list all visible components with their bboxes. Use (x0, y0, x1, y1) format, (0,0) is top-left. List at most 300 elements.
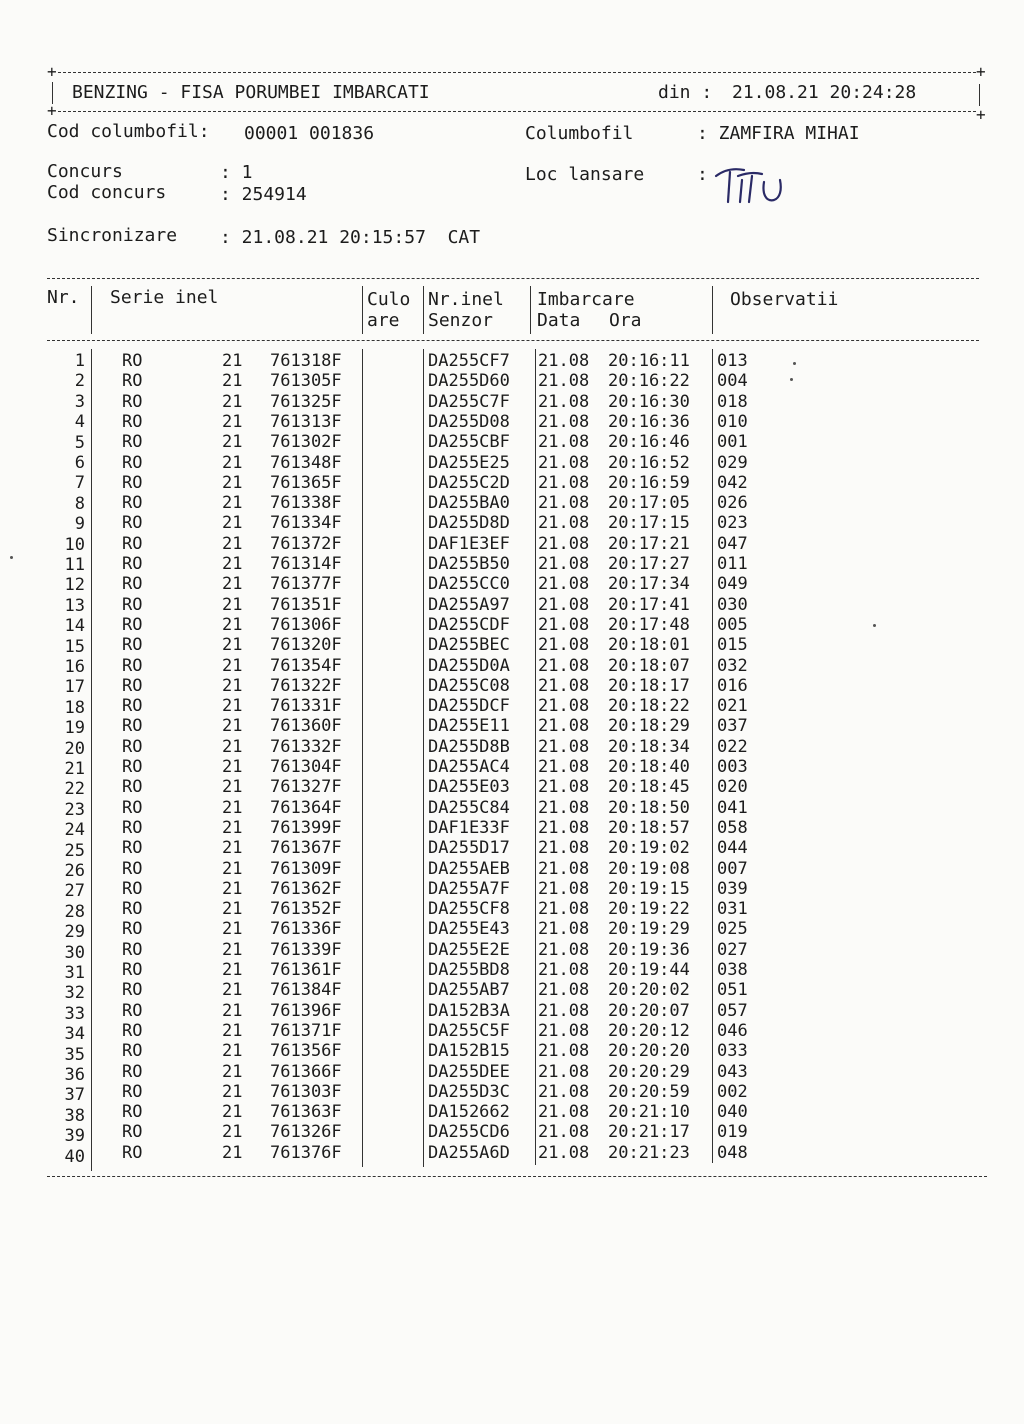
embark-date: 21.08 (538, 351, 590, 371)
observation: 046 (717, 1020, 748, 1041)
ring-country: RO (122, 878, 143, 899)
ring-number: 761318F (270, 351, 342, 371)
row-number: 10 (64, 534, 85, 555)
observation: 047 (717, 533, 748, 554)
cod-columbofil-value: 00001 001836 (244, 123, 375, 144)
table-header-bottom-border (47, 340, 979, 341)
row-number: 26 (64, 861, 85, 881)
ring-number: 761331F (270, 696, 342, 717)
sensor-ring: DA255CC0 (428, 574, 510, 595)
observation: 021 (717, 696, 748, 717)
column-header-nr-inel-2: Senzor (428, 310, 494, 331)
ring-year: 21 (222, 919, 243, 940)
ring-number: 761322F (270, 675, 342, 696)
ring-year: 21 (222, 1061, 243, 1082)
sensor-ring: DA255D60 (428, 371, 510, 392)
ring-number: 761354F (270, 655, 342, 676)
ring-year: 21 (222, 757, 243, 777)
ring-country: RO (122, 411, 143, 432)
row-number: 34 (64, 1024, 85, 1045)
row-number: 38 (64, 1105, 85, 1126)
ring-year: 21 (222, 351, 243, 371)
embark-time: 20:18:40 (608, 757, 690, 777)
ring-country: RO (122, 1122, 143, 1143)
embark-time: 20:20:20 (608, 1041, 690, 1062)
ring-country: RO (122, 939, 143, 960)
loc-lansare-handwritten-value (712, 164, 792, 208)
embark-time: 20:19:08 (608, 858, 690, 879)
sensor-ring: DA255CF8 (428, 899, 510, 920)
ring-year: 21 (222, 1142, 243, 1163)
sensor-ring: DA255D17 (428, 838, 510, 859)
row-number: 9 (74, 514, 85, 535)
sensor-ring: DA255BD8 (428, 960, 510, 980)
embark-time: 20:16:22 (608, 371, 690, 392)
row-number: 18 (64, 697, 85, 718)
observation: 002 (717, 1081, 748, 1102)
embark-date: 21.08 (538, 939, 590, 960)
row-number: 32 (64, 983, 85, 1004)
embark-date: 21.08 (538, 472, 590, 493)
ring-country: RO (122, 1000, 143, 1021)
embark-time: 20:16:46 (608, 432, 690, 453)
embark-date: 21.08 (538, 574, 590, 595)
embark-date: 21.08 (538, 614, 590, 635)
sensor-ring: DA152662 (428, 1102, 510, 1123)
ring-year: 21 (222, 472, 243, 493)
embark-date: 21.08 (538, 777, 590, 798)
observation: 007 (717, 858, 748, 879)
ring-year: 21 (222, 513, 243, 534)
embark-date: 21.08 (538, 554, 590, 574)
embark-time: 20:20:29 (608, 1061, 690, 1082)
column-header-nr-inel-1: Nr.inel (428, 289, 504, 310)
row-number: 29 (64, 922, 85, 943)
embark-date: 21.08 (538, 1142, 590, 1163)
observation: 023 (717, 513, 748, 534)
sensor-ring: DA255AEB (428, 858, 510, 879)
ring-year: 21 (222, 533, 243, 554)
ring-number: 761376F (270, 1142, 342, 1163)
header-bottom-border (58, 111, 976, 112)
sensor-ring: DA255A7F (428, 878, 510, 899)
observation: 057 (717, 1000, 748, 1021)
ring-year: 21 (222, 899, 243, 920)
observation: 037 (717, 716, 748, 737)
ring-country: RO (122, 1142, 143, 1163)
ring-country: RO (122, 574, 143, 595)
embark-time: 20:16:36 (608, 411, 690, 432)
ring-number: 761314F (270, 554, 342, 574)
column-header-ora: Ora (609, 310, 642, 331)
ring-number: 761360F (270, 716, 342, 737)
column-divider (362, 349, 363, 1167)
box-corner: + (976, 62, 986, 81)
concurs-value: : 1 (220, 162, 253, 183)
ring-number: 761365F (270, 472, 342, 493)
embark-date: 21.08 (538, 858, 590, 879)
ring-number: 761362F (270, 878, 342, 899)
embark-time: 20:19:29 (608, 919, 690, 940)
sensor-ring: DA255AB7 (428, 980, 510, 1001)
row-number: 19 (64, 718, 85, 739)
ring-number: 761327F (270, 777, 342, 798)
sensor-ring: DA255CBF (428, 432, 510, 453)
header-right-border (979, 84, 980, 106)
ring-year: 21 (222, 878, 243, 899)
row-number: 6 (74, 453, 85, 473)
column-header-culoare-2: are (367, 310, 400, 331)
column-header-nr: Nr. (47, 287, 80, 308)
ring-number: 761351F (270, 594, 342, 615)
observation: 048 (717, 1142, 748, 1163)
embark-time: 20:18:45 (608, 777, 690, 798)
ring-country: RO (122, 817, 143, 838)
ring-year: 21 (222, 635, 243, 656)
observation: 025 (717, 919, 748, 940)
row-number: 37 (64, 1085, 85, 1106)
observation: 027 (717, 939, 748, 960)
row-number: 4 (74, 412, 85, 433)
ring-country: RO (122, 1020, 143, 1041)
embark-time: 20:18:17 (608, 675, 690, 696)
column-header-culoare-1: Culo (367, 289, 411, 310)
embark-date: 21.08 (538, 716, 590, 737)
column-divider (712, 349, 713, 1163)
embark-date: 21.08 (538, 1061, 590, 1082)
ring-year: 21 (222, 493, 243, 514)
sensor-ring: DA255AC4 (428, 757, 510, 777)
embark-date: 21.08 (538, 980, 590, 1001)
ring-year: 21 (222, 452, 243, 473)
scan-speck (790, 378, 793, 381)
embark-date: 21.08 (538, 1102, 590, 1123)
box-corner: + (47, 62, 57, 81)
row-number: 21 (64, 759, 85, 779)
embark-time: 20:21:17 (608, 1122, 690, 1143)
embark-time: 20:17:48 (608, 614, 690, 635)
ring-country: RO (122, 1041, 143, 1062)
ring-year: 21 (222, 939, 243, 960)
ring-country: RO (122, 980, 143, 1001)
sensor-ring: DA255C08 (428, 675, 510, 696)
ring-country: RO (122, 696, 143, 717)
embark-time: 20:20:02 (608, 980, 690, 1001)
ring-year: 21 (222, 554, 243, 574)
embark-date: 21.08 (538, 655, 590, 676)
ring-country: RO (122, 919, 143, 940)
observation: 044 (717, 838, 748, 859)
sensor-ring: DA255C84 (428, 797, 510, 818)
table-bottom-border (47, 1176, 987, 1177)
embark-time: 20:18:29 (608, 716, 690, 737)
ring-year: 21 (222, 574, 243, 595)
row-number: 15 (64, 636, 85, 657)
observation: 015 (717, 635, 748, 656)
row-number: 24 (64, 820, 85, 841)
sensor-ring: DA255C7F (428, 391, 510, 412)
ring-number: 761326F (270, 1122, 342, 1143)
observation: 026 (717, 493, 748, 514)
column-header-serie-inel: Serie inel (110, 287, 219, 308)
observation: 011 (717, 554, 748, 574)
embark-date: 21.08 (538, 1020, 590, 1041)
sensor-ring: DA255C5F (428, 1020, 510, 1041)
row-number: 40 (64, 1146, 85, 1167)
ring-year: 21 (222, 391, 243, 412)
row-number: 12 (64, 575, 85, 596)
ring-country: RO (122, 452, 143, 473)
embark-time: 20:20:59 (608, 1081, 690, 1102)
observation: 033 (717, 1041, 748, 1062)
observation: 039 (717, 878, 748, 899)
observation: 038 (717, 960, 748, 980)
sensor-ring: DA255D8D (428, 513, 510, 534)
document-title: BENZING - FISA PORUMBEI IMBARCATI (72, 82, 430, 103)
ring-number: 761339F (270, 939, 342, 960)
ring-country: RO (122, 1102, 143, 1123)
ring-year: 21 (222, 1041, 243, 1062)
sensor-ring: DAF1E3EF (428, 533, 510, 554)
ring-country: RO (122, 472, 143, 493)
embark-date: 21.08 (538, 493, 590, 514)
embark-time: 20:18:34 (608, 736, 690, 757)
ring-number: 761352F (270, 899, 342, 920)
cod-concurs-label: Cod concurs (47, 182, 167, 203)
ring-year: 21 (222, 960, 243, 980)
sensor-ring: DA255E43 (428, 919, 510, 940)
column-header-observatii: Observatii (730, 289, 839, 310)
ring-country: RO (122, 554, 143, 574)
row-number: 8 (74, 493, 85, 514)
embark-time: 20:18:22 (608, 696, 690, 717)
ring-number: 761313F (270, 411, 342, 432)
embark-date: 21.08 (538, 919, 590, 940)
sensor-ring: DA255BEC (428, 635, 510, 656)
sensor-ring: DA255BA0 (428, 493, 510, 514)
row-number: 1 (74, 351, 85, 371)
sincronizare-label: Sincronizare (47, 225, 178, 246)
sensor-ring: DA255D3C (428, 1081, 510, 1102)
ring-number: 761302F (270, 432, 342, 453)
ring-number: 761320F (270, 635, 342, 656)
row-number: 28 (64, 901, 85, 922)
observation: 018 (717, 391, 748, 412)
sensor-ring: DA255A97 (428, 594, 510, 615)
ring-country: RO (122, 797, 143, 818)
sensor-ring: DA255DCF (428, 696, 510, 717)
column-divider (91, 349, 92, 1171)
ring-country: RO (122, 513, 143, 534)
scan-speck (793, 362, 796, 365)
embark-time: 20:18:50 (608, 797, 690, 818)
embark-time: 20:19:44 (608, 960, 690, 980)
row-number: 36 (64, 1065, 85, 1085)
sensor-ring: DA255DEE (428, 1061, 510, 1082)
ring-number: 761363F (270, 1102, 342, 1123)
observation: 042 (717, 472, 748, 493)
embark-time: 20:16:11 (608, 351, 690, 371)
sensor-ring: DA255D8B (428, 736, 510, 757)
ring-number: 761366F (270, 1061, 342, 1082)
ring-year: 21 (222, 594, 243, 615)
embark-time: 20:18:07 (608, 655, 690, 676)
sensor-ring: DA255CDF (428, 614, 510, 635)
row-number: 5 (74, 432, 85, 453)
sensor-ring: DA255E03 (428, 777, 510, 798)
ring-number: 761396F (270, 1000, 342, 1021)
embark-time: 20:17:27 (608, 554, 690, 574)
sensor-ring: DA152B3A (428, 1000, 510, 1021)
print-datetime: 21.08.21 20:24:28 (732, 82, 917, 103)
ring-year: 21 (222, 797, 243, 818)
row-number: 11 (64, 555, 85, 575)
ring-country: RO (122, 716, 143, 737)
ring-country: RO (122, 899, 143, 920)
sensor-ring: DA255A6D (428, 1142, 510, 1163)
ring-number: 761325F (270, 391, 342, 412)
date-label: din : (658, 82, 713, 103)
row-number: 27 (64, 881, 85, 902)
row-number: 16 (64, 657, 85, 677)
embark-date: 21.08 (538, 1122, 590, 1143)
row-number: 25 (64, 840, 85, 861)
sensor-ring: DA255E2E (428, 939, 510, 960)
row-number: 7 (74, 473, 85, 494)
ring-number: 761309F (270, 858, 342, 879)
observation: 013 (717, 351, 748, 371)
ring-number: 761361F (270, 960, 342, 980)
row-number: 22 (64, 779, 85, 800)
embark-date: 21.08 (538, 817, 590, 838)
columbofil-label: Columbofil (525, 123, 634, 144)
ring-year: 21 (222, 817, 243, 838)
ring-country: RO (122, 351, 143, 371)
ring-year: 21 (222, 736, 243, 757)
row-number: 3 (74, 391, 85, 412)
observation: 058 (717, 817, 748, 838)
embark-time: 20:21:10 (608, 1102, 690, 1123)
ring-country: RO (122, 635, 143, 656)
ring-country: RO (122, 391, 143, 412)
embark-date: 21.08 (538, 411, 590, 432)
ring-year: 21 (222, 696, 243, 717)
row-number: 2 (74, 371, 85, 392)
column-header-data: Data (537, 310, 581, 331)
embark-date: 21.08 (538, 1081, 590, 1102)
ring-year: 21 (222, 980, 243, 1001)
ring-country: RO (122, 736, 143, 757)
ring-country: RO (122, 371, 143, 392)
ring-year: 21 (222, 1020, 243, 1041)
ring-country: RO (122, 533, 143, 554)
ring-year: 21 (222, 1081, 243, 1102)
embark-time: 20:20:12 (608, 1020, 690, 1041)
ring-number: 761348F (270, 452, 342, 473)
row-number: 14 (64, 616, 85, 637)
embark-time: 20:19:02 (608, 838, 690, 859)
embark-date: 21.08 (538, 1041, 590, 1062)
sensor-ring: DAF1E33F (428, 817, 510, 838)
loc-lansare-colon: : (697, 164, 708, 185)
sensor-ring: DA255E25 (428, 452, 510, 473)
ring-number: 761338F (270, 493, 342, 514)
ring-country: RO (122, 1061, 143, 1082)
embark-date: 21.08 (538, 1000, 590, 1021)
ring-country: RO (122, 757, 143, 777)
embark-time: 20:17:34 (608, 574, 690, 595)
ring-country: RO (122, 1081, 143, 1102)
ring-country: RO (122, 838, 143, 859)
column-divider (91, 286, 92, 334)
observation: 004 (717, 371, 748, 392)
ring-year: 21 (222, 411, 243, 432)
embark-time: 20:18:01 (608, 635, 690, 656)
row-number: 20 (64, 738, 85, 759)
row-number: 30 (64, 942, 85, 963)
ring-number: 761306F (270, 614, 342, 635)
ring-country: RO (122, 493, 143, 514)
embark-time: 20:17:05 (608, 493, 690, 514)
observation: 043 (717, 1061, 748, 1082)
ring-number: 761334F (270, 513, 342, 534)
observation: 020 (717, 777, 748, 798)
row-number: 31 (64, 963, 85, 983)
observation: 010 (717, 411, 748, 432)
embark-date: 21.08 (538, 757, 590, 777)
embark-time: 20:16:52 (608, 452, 690, 473)
ring-number: 761304F (270, 757, 342, 777)
ring-number: 761332F (270, 736, 342, 757)
ring-number: 761399F (270, 817, 342, 838)
row-number: 17 (64, 677, 85, 698)
ring-number: 761384F (270, 980, 342, 1001)
embark-time: 20:16:30 (608, 391, 690, 412)
table-top-border (47, 278, 979, 279)
ring-country: RO (122, 960, 143, 980)
box-corner: + (47, 101, 57, 120)
ring-country: RO (122, 777, 143, 798)
ring-year: 21 (222, 858, 243, 879)
ring-year: 21 (222, 1102, 243, 1123)
sincronizare-value: : 21.08.21 20:15:57 CAT (220, 227, 481, 248)
column-header-imbarcare: Imbarcare (537, 289, 635, 310)
scan-speck (873, 624, 876, 627)
embark-date: 21.08 (538, 838, 590, 859)
embark-date: 21.08 (538, 736, 590, 757)
observation: 005 (717, 614, 748, 635)
observation: 032 (717, 655, 748, 676)
ring-country: RO (122, 655, 143, 676)
embark-time: 20:17:21 (608, 533, 690, 554)
ring-number: 761367F (270, 838, 342, 859)
ring-number: 761372F (270, 533, 342, 554)
row-number: 33 (64, 1003, 85, 1024)
observation: 029 (717, 452, 748, 473)
ring-year: 21 (222, 777, 243, 798)
ring-number: 761336F (270, 919, 342, 940)
ring-number: 761303F (270, 1081, 342, 1102)
observation: 031 (717, 899, 748, 920)
cod-concurs-value: : 254914 (220, 184, 307, 205)
ring-year: 21 (222, 1122, 243, 1143)
embark-time: 20:19:36 (608, 939, 690, 960)
embark-time: 20:17:41 (608, 594, 690, 615)
embark-date: 21.08 (538, 432, 590, 453)
column-divider (362, 286, 363, 334)
sensor-ring: DA255B50 (428, 554, 510, 574)
embark-time: 20:21:23 (608, 1142, 690, 1163)
